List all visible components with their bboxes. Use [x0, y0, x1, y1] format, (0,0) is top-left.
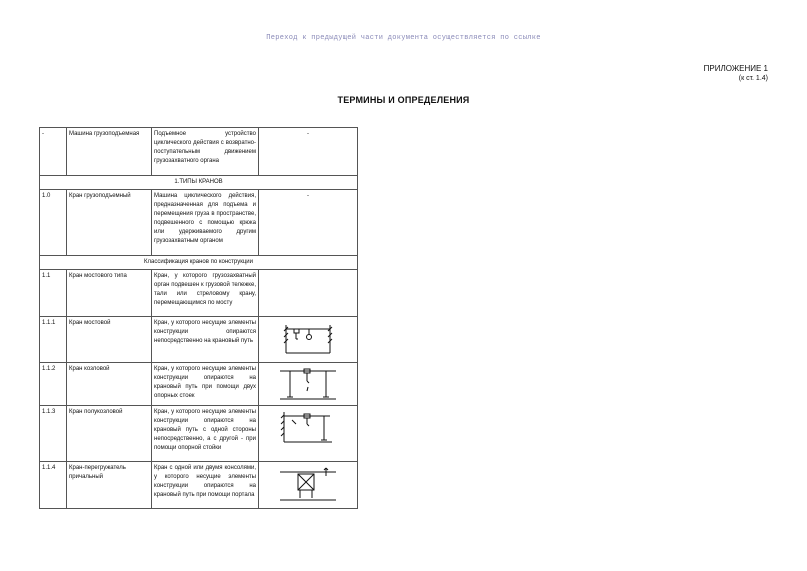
appendix-reference: (к ст. 1.4) [738, 75, 768, 82]
table-row [40, 270, 358, 317]
section-heading-types: 1.ТИПЫ КРАНОВ [40, 176, 358, 190]
row-definition: Кран, у которого несущие элементы конструкции опираются на крановый путь с одной стороны непосредственно, а с другой - при помощи опорной стойки [152, 406, 259, 462]
row-figure: - [259, 128, 358, 176]
row-term: Кран козловой [67, 363, 152, 406]
section-row [40, 256, 358, 270]
table-row [40, 406, 358, 462]
row-figure [259, 363, 358, 406]
section-heading-classification: Классификация кранов по конструкции [40, 256, 358, 270]
row-figure [259, 270, 358, 317]
appendix-label: ПРИЛОЖЕНИЕ 1 [703, 64, 768, 73]
row-number: 1.1.1 [40, 317, 67, 363]
row-number: 1.1.2 [40, 363, 67, 406]
table-row [40, 317, 358, 363]
row-term: Машина грузоподъемная [67, 128, 152, 176]
row-definition: Кран, у которого несущие элементы конструкции опираются на крановый путь при помощи двух опорных стоек [152, 363, 259, 406]
row-number: 1.0 [40, 190, 67, 256]
appendix-label-block [704, 64, 768, 84]
row-definition: Кран, у которого несущие элементы конструкции опираются непосредственно на крановый путь [152, 317, 259, 363]
terms-table [39, 127, 358, 509]
section-row [40, 176, 358, 190]
row-definition: Машина циклического действия, предназначенная для подъема и перемещения груза в пространстве, подвешенного с помощью крюка или удерживаемого другим грузозахватным органом [152, 190, 259, 256]
quay-transshipment-crane-diagram-icon [278, 466, 338, 504]
table-row [40, 363, 358, 406]
row-number: - [40, 128, 67, 176]
row-definition: Кран с одной или двумя консолями, у которого несущие элементы конструкции опираются на крановый путь при помощи портала [152, 462, 259, 509]
row-figure [259, 406, 358, 462]
row-term: Кран полукозловой [67, 406, 152, 462]
row-term: Кран мостового типа [67, 270, 152, 317]
bridge-crane-diagram-icon [282, 321, 334, 359]
gantry-crane-diagram-icon [278, 367, 338, 403]
table-row [40, 190, 358, 256]
row-term: Кран-перегружатель причальный [67, 462, 152, 509]
row-figure [259, 462, 358, 509]
previous-part-link[interactable]: Переход к предыдущей части документа осуществляется по ссылке [266, 34, 541, 42]
row-number: 1.1.3 [40, 406, 67, 462]
table-row [40, 462, 358, 509]
row-definition: Подъемное устройство циклического действия с возвратно-поступательным движением грузозахватного органа [152, 128, 259, 176]
row-number: 1.1.4 [40, 462, 67, 509]
row-term: Кран грузоподъемный [67, 190, 152, 256]
row-figure [259, 317, 358, 363]
row-definition: Кран, у которого грузозахватный орган подвешен к грузовой тележке, тали или стреловому крану, перемещающимся по мосту [152, 270, 259, 317]
row-number: 1.1 [40, 270, 67, 317]
semi-gantry-crane-diagram-icon [278, 410, 338, 446]
row-figure: - [259, 190, 358, 256]
document-title: ТЕРМИНЫ И ОПРЕДЕЛЕНИЯ [337, 95, 470, 105]
table-row [40, 128, 358, 176]
row-term: Кран мостовой [67, 317, 152, 363]
